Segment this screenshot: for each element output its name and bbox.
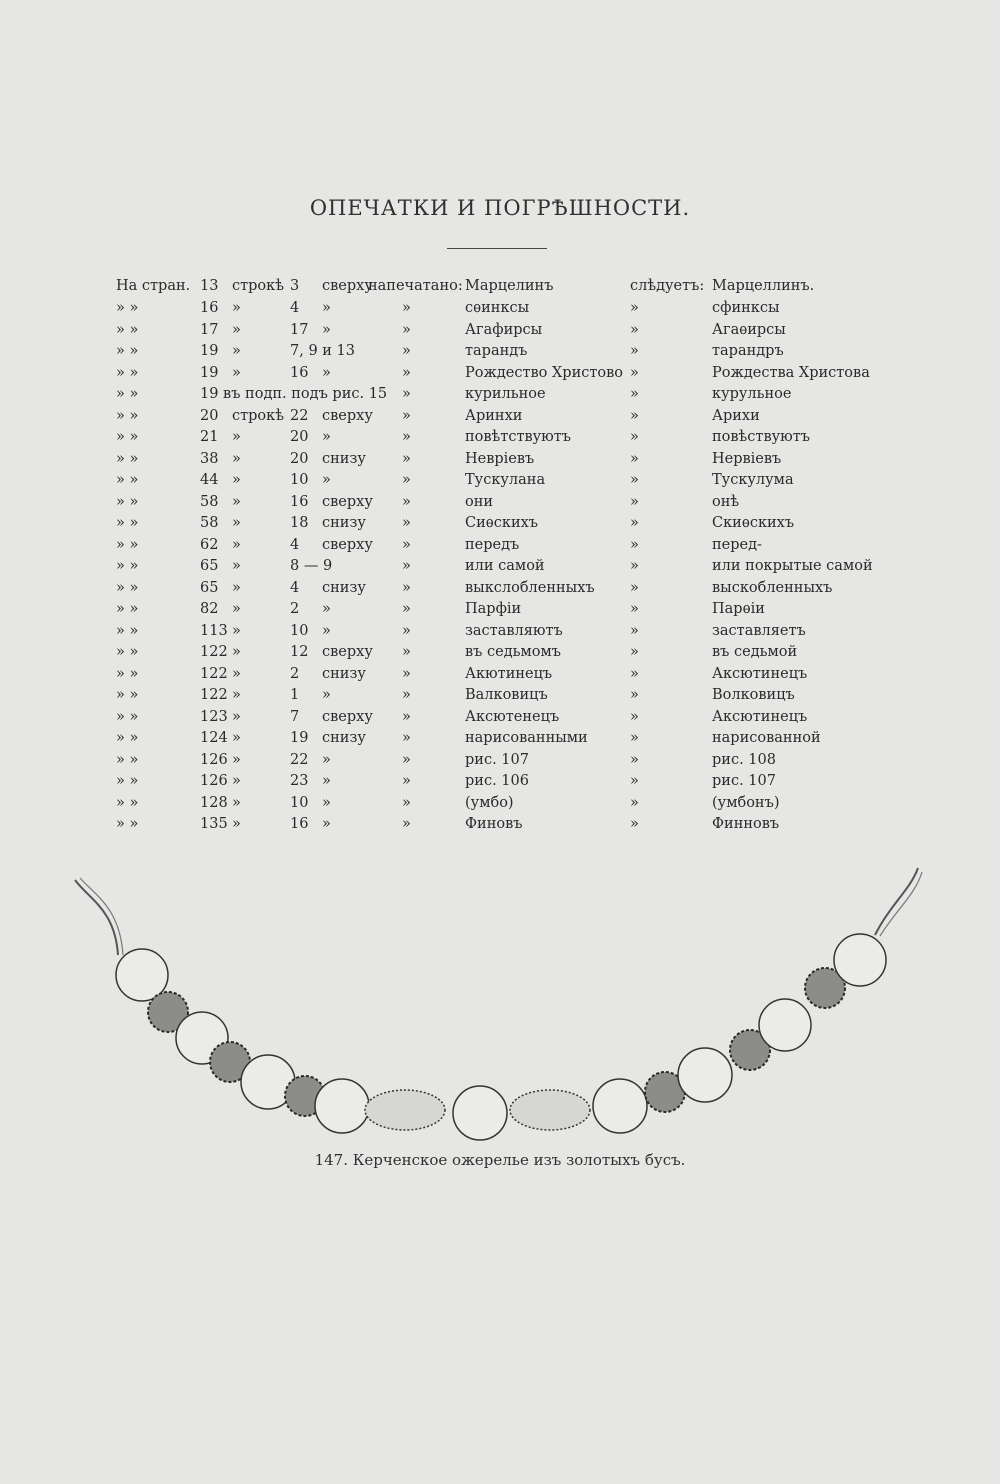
printed-marker: »: [402, 343, 411, 359]
printed-marker: »: [402, 579, 411, 596]
correct-text: Тускулума: [712, 472, 794, 488]
page-marker: » »: [116, 730, 139, 746]
follows-marker: »: [630, 665, 639, 682]
round-bead: [453, 1086, 507, 1140]
wrong-text: или самой: [465, 558, 545, 574]
wrong-text: въ седьмомъ: [465, 644, 562, 660]
line-location: »: [322, 472, 331, 488]
errata-row: [0, 556, 1000, 577]
printed-marker: »: [402, 493, 411, 510]
line-marker: »: [232, 816, 241, 832]
round-bead: [834, 934, 886, 986]
page-marker: » »: [116, 794, 139, 811]
correct-text: рис. 108: [712, 751, 776, 768]
follows-label: слѣдуетъ:: [630, 278, 705, 294]
printed-marker: »: [402, 730, 411, 746]
correct-text: тарандръ: [712, 343, 784, 359]
page-marker: » »: [116, 515, 139, 531]
line-number: 20: [290, 450, 309, 467]
printed-marker: »: [402, 386, 411, 402]
follows-marker: »: [630, 687, 639, 703]
line-location: сверху: [322, 493, 373, 510]
page-marker: » »: [116, 708, 139, 725]
correct-text: (умбонъ): [712, 794, 780, 811]
printed-label: напечатано:: [368, 278, 463, 294]
follows-marker: »: [630, 730, 639, 746]
line-marker: »: [232, 730, 241, 746]
page-number: 128: [200, 794, 228, 811]
line-marker: »: [232, 665, 241, 682]
follows-marker: »: [630, 343, 639, 359]
line-label: строкѣ: [232, 278, 284, 294]
page-number: 13: [200, 278, 219, 294]
page-number: 124: [200, 730, 228, 746]
errata-row: [0, 664, 1000, 685]
line-marker: »: [232, 321, 241, 338]
correct-text: курульное: [712, 386, 792, 402]
errata-row: [0, 771, 1000, 792]
printed-marker: »: [402, 708, 411, 725]
errata-row: [0, 513, 1000, 534]
line-location: »: [322, 794, 331, 811]
errata-row: [0, 406, 1000, 427]
wrong-text: Финовъ: [465, 816, 523, 832]
figure-caption: 147. Керченское ожерелье изъ золотыхъ бусъ.: [314, 1151, 686, 1169]
follows-marker: »: [630, 515, 639, 531]
printed-marker: »: [402, 515, 411, 531]
page-marker: » »: [116, 536, 139, 553]
page-number: 122: [200, 665, 228, 682]
page-number: 113: [200, 622, 228, 639]
line-marker: »: [232, 622, 241, 639]
page-number: 122: [200, 687, 228, 703]
necklace-illustration: [60, 860, 940, 1150]
page-number: 21: [200, 429, 219, 445]
printed-marker: »: [402, 450, 411, 467]
line-location: »: [322, 364, 331, 381]
line-number: 3: [290, 278, 300, 294]
printed-marker: »: [402, 300, 411, 316]
printed-marker: »: [402, 751, 411, 768]
page-number: 19: [200, 364, 219, 381]
line-marker: »: [232, 687, 241, 703]
page-number: 123: [200, 708, 228, 725]
page-marker: » »: [116, 407, 139, 424]
page-marker: » »: [116, 493, 139, 510]
line-number: 20: [290, 429, 309, 445]
correct-text: Рождества Христова: [712, 364, 870, 381]
line-number: 4: [290, 579, 300, 596]
correct-text: Финновъ: [712, 816, 780, 832]
printed-marker: »: [402, 472, 411, 488]
follows-marker: »: [630, 364, 639, 381]
follows-marker: »: [630, 429, 639, 445]
page-number: 19 въ подп. подъ рис. 15: [200, 386, 388, 402]
wrong-text: (умбо): [465, 794, 514, 811]
printed-marker: »: [402, 558, 411, 574]
line-number: 2: [290, 665, 300, 682]
line-location: сверху: [322, 407, 373, 424]
wrong-text: курильное: [465, 386, 546, 402]
wrong-text: Акютинецъ: [465, 665, 553, 682]
line-location: »: [322, 321, 331, 338]
wrong-text: Аринхи: [465, 407, 523, 424]
line-location: »: [322, 773, 331, 789]
round-bead: [593, 1079, 647, 1133]
printed-marker: »: [402, 407, 411, 424]
line-location: »: [322, 622, 331, 639]
follows-marker: »: [630, 386, 639, 402]
line-number: 8 — 9: [290, 558, 333, 574]
line-number: 12: [290, 644, 309, 660]
page-marker: » »: [116, 472, 139, 488]
line-number: 7: [290, 708, 300, 725]
page-marker: » »: [116, 300, 139, 316]
errata-row: [0, 793, 1000, 814]
printed-marker: »: [402, 794, 411, 811]
printed-marker: »: [402, 536, 411, 553]
correct-text: сфинксы: [712, 300, 780, 316]
line-location: »: [322, 687, 331, 703]
errata-row: [0, 578, 1000, 599]
errata-row: [0, 728, 1000, 749]
page-marker: » »: [116, 321, 139, 338]
errata-row: [0, 470, 1000, 491]
correct-text: Марцеллинъ.: [712, 278, 815, 294]
correct-text: рис. 107: [712, 773, 776, 789]
page-number: 20: [200, 407, 219, 424]
wrong-text: нарисованными: [465, 730, 588, 746]
line-marker: »: [232, 472, 241, 488]
line-location: »: [322, 601, 331, 617]
errata-row: [0, 621, 1000, 642]
follows-marker: »: [630, 773, 639, 789]
line-location: снизу: [322, 730, 366, 746]
correct-text: Аксютинецъ: [712, 665, 808, 682]
page-number: 62: [200, 536, 219, 553]
wrong-text: Сиѳскихъ: [465, 515, 539, 531]
page-marker: » »: [116, 429, 139, 445]
line-marker: »: [232, 450, 241, 467]
line-marker: »: [232, 536, 241, 553]
wrong-text: они: [465, 493, 494, 510]
follows-marker: »: [630, 622, 639, 639]
follows-marker: »: [630, 751, 639, 768]
line-location: сверху: [322, 708, 373, 725]
page-marker: » »: [116, 751, 139, 768]
line-number: 16: [290, 364, 309, 381]
errata-row: [0, 492, 1000, 513]
printed-marker: »: [402, 665, 411, 682]
line-marker: »: [232, 343, 241, 359]
correct-text: Агаѳирсы: [712, 321, 786, 338]
follows-marker: »: [630, 601, 639, 617]
line-marker: »: [232, 708, 241, 725]
follows-marker: »: [630, 558, 639, 574]
correct-text: Арихи: [712, 407, 760, 424]
printed-marker: »: [402, 601, 411, 617]
page-marker: » »: [116, 644, 139, 660]
follows-marker: »: [630, 816, 639, 832]
follows-marker: »: [630, 472, 639, 488]
errata-row: [0, 642, 1000, 663]
correct-text: выскобленныхъ: [712, 579, 833, 596]
errata-row: [0, 750, 1000, 771]
line-marker: »: [232, 300, 241, 316]
errata-row: [0, 599, 1000, 620]
printed-marker: »: [402, 622, 411, 639]
line-number: 4: [290, 300, 300, 316]
page-marker: » »: [116, 665, 139, 682]
correct-text: повѣствуютъ: [712, 429, 811, 445]
line-number: 22: [290, 751, 309, 768]
correct-text: Волковицъ: [712, 687, 795, 703]
follows-marker: »: [630, 321, 639, 338]
page-marker: » »: [116, 558, 139, 574]
elongated-bead: [365, 1090, 445, 1130]
page-number: 58: [200, 515, 219, 531]
wrong-text: Парфіи: [465, 601, 522, 617]
page-number: 38: [200, 450, 219, 467]
line-number: 16: [290, 816, 309, 832]
line-number: 1: [290, 687, 300, 703]
correct-text: нарисованной: [712, 730, 821, 746]
page-title: ОПЕЧАТКИ И ПОГРѢШНОСТИ.: [309, 196, 691, 220]
title-divider: [447, 248, 547, 249]
page-marker: » »: [116, 816, 139, 832]
page-marker: » »: [116, 773, 139, 789]
page-number: 65: [200, 558, 219, 574]
line-location: снизу: [322, 515, 366, 531]
errata-row: [0, 814, 1000, 835]
line-number: 16: [290, 493, 309, 510]
line-marker: »: [232, 751, 241, 768]
errata-row: [0, 685, 1000, 706]
printed-marker: »: [402, 816, 411, 832]
page-number: 122: [200, 644, 228, 660]
round-bead: [678, 1048, 732, 1102]
follows-marker: »: [630, 644, 639, 660]
line-marker: »: [232, 493, 241, 510]
page-marker: » »: [116, 622, 139, 639]
printed-marker: »: [402, 644, 411, 660]
page-marker: » »: [116, 601, 139, 617]
line-marker: »: [232, 773, 241, 789]
round-bead: [759, 999, 811, 1051]
line-location: сверху: [322, 278, 373, 294]
page-marker: » »: [116, 450, 139, 467]
correct-text: Аксютинецъ: [712, 708, 808, 725]
line-number: 22: [290, 407, 309, 424]
printed-marker: »: [402, 321, 411, 338]
wrong-text: сѳинксы: [465, 300, 530, 316]
printed-marker: »: [402, 687, 411, 703]
printed-marker: »: [402, 429, 411, 445]
errata-row: [0, 427, 1000, 448]
errata-header-row: [0, 276, 1000, 297]
follows-marker: »: [630, 536, 639, 553]
wrong-text: Аксютенецъ: [465, 708, 560, 725]
correct-text: или покрытые самой: [712, 558, 873, 574]
follows-marker: »: [630, 450, 639, 467]
page-marker: » »: [116, 364, 139, 381]
page-number: 58: [200, 493, 219, 510]
page-number: 65: [200, 579, 219, 596]
wrong-text: выкслобленныхъ: [465, 579, 595, 596]
page-marker: » »: [116, 579, 139, 596]
line-location: сверху: [322, 536, 373, 553]
line-number: 19: [290, 730, 309, 746]
wrong-text: заставляютъ: [465, 622, 563, 639]
line-location: снизу: [322, 579, 366, 596]
wrong-text: Рождество Христово: [465, 364, 624, 381]
elongated-bead: [510, 1090, 590, 1130]
line-location: »: [322, 816, 331, 832]
printed-marker: »: [402, 364, 411, 381]
wrong-text: рис. 106: [465, 773, 529, 789]
line-location: »: [322, 300, 331, 316]
line-number: 17: [290, 321, 309, 338]
errata-row: [0, 707, 1000, 728]
line-number: 2: [290, 601, 300, 617]
page-number: 126: [200, 751, 228, 768]
line-location: снизу: [322, 450, 366, 467]
follows-marker: »: [630, 493, 639, 510]
wrong-text: Невріевъ: [465, 450, 535, 467]
line-marker: »: [232, 429, 241, 445]
line-marker: »: [232, 644, 241, 660]
errata-row: [0, 341, 1000, 362]
follows-marker: »: [630, 708, 639, 725]
wrong-text: Агафирсы: [465, 321, 543, 338]
wrong-text: Марцелинъ: [465, 278, 554, 294]
follows-marker: »: [630, 300, 639, 316]
wrong-text: тарандъ: [465, 343, 528, 359]
page-number: 19: [200, 343, 219, 359]
line-number: 7, 9 и 13: [290, 343, 356, 359]
line-marker: »: [232, 515, 241, 531]
errata-row: [0, 449, 1000, 470]
round-bead: [315, 1079, 369, 1133]
correct-text: въ седьмой: [712, 644, 798, 660]
correct-text: онѣ: [712, 493, 740, 510]
errata-row: [0, 298, 1000, 319]
page-number: 17: [200, 321, 219, 338]
wrong-text: Валковицъ: [465, 687, 548, 703]
line-location: »: [322, 751, 331, 768]
line-marker: строкѣ: [232, 407, 284, 424]
errata-row: [0, 320, 1000, 341]
page-marker: » »: [116, 343, 139, 359]
printed-marker: »: [402, 773, 411, 789]
line-location: »: [322, 429, 331, 445]
wrong-text: Тускулана: [465, 472, 546, 488]
correct-text: Скиѳскихъ: [712, 515, 795, 531]
correct-text: Парѳіи: [712, 601, 765, 617]
follows-marker: »: [630, 794, 639, 811]
page-number: 126: [200, 773, 228, 789]
correct-text: Нервіевъ: [712, 450, 782, 467]
follows-marker: »: [630, 579, 639, 596]
page-number: 16: [200, 300, 219, 316]
line-marker: »: [232, 364, 241, 381]
line-marker: »: [232, 601, 241, 617]
wrong-text: повѣтствуютъ: [465, 429, 572, 445]
errata-row: [0, 535, 1000, 556]
line-location: снизу: [322, 665, 366, 682]
page-marker: » »: [116, 386, 139, 402]
page-marker: » »: [116, 687, 139, 703]
wrong-text: рис. 107: [465, 751, 529, 768]
line-marker: »: [232, 579, 241, 596]
line-number: 10: [290, 622, 309, 639]
necklace-beads: [116, 934, 886, 1140]
wrong-text: передъ: [465, 536, 520, 553]
line-number: 10: [290, 794, 309, 811]
page-number: 44: [200, 472, 219, 488]
errata-row: [0, 363, 1000, 384]
line-number: 23: [290, 773, 309, 789]
follows-marker: »: [630, 407, 639, 424]
correct-text: заставляетъ: [712, 622, 806, 639]
correct-text: перед-: [712, 536, 762, 553]
line-marker: »: [232, 558, 241, 574]
line-number: 4: [290, 536, 300, 553]
page-number: 82: [200, 601, 219, 617]
page-label: На стран.: [116, 278, 191, 294]
errata-row: [0, 384, 1000, 405]
line-location: сверху: [322, 644, 373, 660]
page-number: 135: [200, 816, 228, 832]
line-marker: »: [232, 794, 241, 811]
line-number: 18: [290, 515, 309, 531]
line-number: 10: [290, 472, 309, 488]
